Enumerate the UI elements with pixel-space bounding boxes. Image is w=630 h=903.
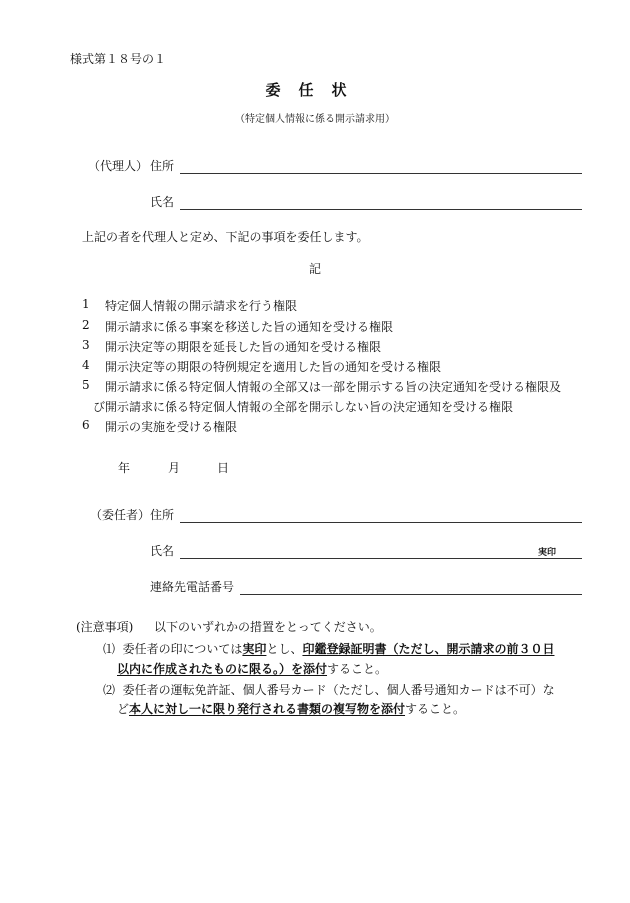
item-text-continuation: び開示請求に係る特定個人情報の全部を開示しない旨の決定通知を受ける権限 [93,400,514,414]
notes-label: (注意事項) [76,620,134,634]
principal-name-label: 氏名 [150,544,175,558]
item-number: 6 [82,418,90,432]
date-day-label: 日 [217,461,230,475]
seal-label: 実印 [538,548,557,558]
item-text: 開示請求に係る事案を移送した旨の通知を受ける権限 [105,320,394,334]
note-2 [103,681,555,698]
note-2-number: ⑵ [103,683,116,697]
note-1-text: とし、 [266,642,303,656]
document-subtitle: （特定個人情報に係る開示請求用） [235,114,395,125]
agent-address-field[interactable] [180,173,582,174]
item-text: 開示請求に係る特定個人情報の全部又は一部を開示する旨の決定通知を受ける権限及 [105,380,562,394]
form-number: 様式第１８号の１ [70,52,167,66]
date-month-label: 月 [168,461,181,475]
item-text: 開示決定等の期限の特例規定を適用した旨の通知を受ける権限 [105,360,442,374]
item-text: 開示決定等の期限を延長した旨の通知を受ける権限 [105,340,382,354]
item-number: 5 [82,378,90,392]
date-year-label: 年 [118,461,131,475]
agent-name-field[interactable] [180,209,582,210]
agent-name-label: 氏名 [150,195,175,209]
agent-label: （代理人） [88,159,149,173]
item-text: 開示の実施を受ける権限 [105,420,238,434]
principal-phone-label: 連絡先電話番号 [150,580,235,594]
note-2-continuation [117,700,465,717]
note-2-text: ど [117,702,130,716]
item-text: 特定個人情報の開示請求を行う権限 [105,299,298,313]
principal-phone-field[interactable] [240,594,582,595]
note-2-emphasis: 本人に対し一に限り発行される書類の複写物を添付 [129,702,406,716]
principal-name-field[interactable] [180,558,582,559]
notes-intro: 以下のいずれかの措置をとってください。 [154,620,382,634]
principal-address-field[interactable] [180,522,582,523]
note-2-text: すること。 [405,702,466,716]
ki-heading: 記 [308,262,321,276]
item-number: 3 [82,338,90,352]
note-1 [103,640,554,657]
principal-label: （委任者） [90,508,151,522]
note-1-emphasis: 実印 [242,642,267,656]
note-1-text: 委任者の印については [122,642,243,656]
item-number: 1 [82,297,90,311]
document-title: 委任状 [265,81,365,99]
note-1-number: ⑴ [103,642,116,656]
note-1-emphasis: 印鑑登録証明書（ただし、開示請求の前３０日 [302,642,555,656]
item-number: 4 [82,358,90,372]
note-1-emphasis: 以内に作成されたものに限る。）を添付 [117,662,328,676]
note-1-text: すること。 [327,662,388,676]
delegation-statement: 上記の者を代理人と定め、下記の事項を委任します。 [82,230,369,244]
item-number: 2 [82,318,90,332]
agent-address-label: 住所 [150,159,175,173]
principal-address-label: 住所 [150,508,175,522]
note-2-text: 委任者の運転免許証、個人番号カード（ただし、個人番号通知カードは不可）な [122,683,555,697]
note-1-continuation [117,660,387,677]
